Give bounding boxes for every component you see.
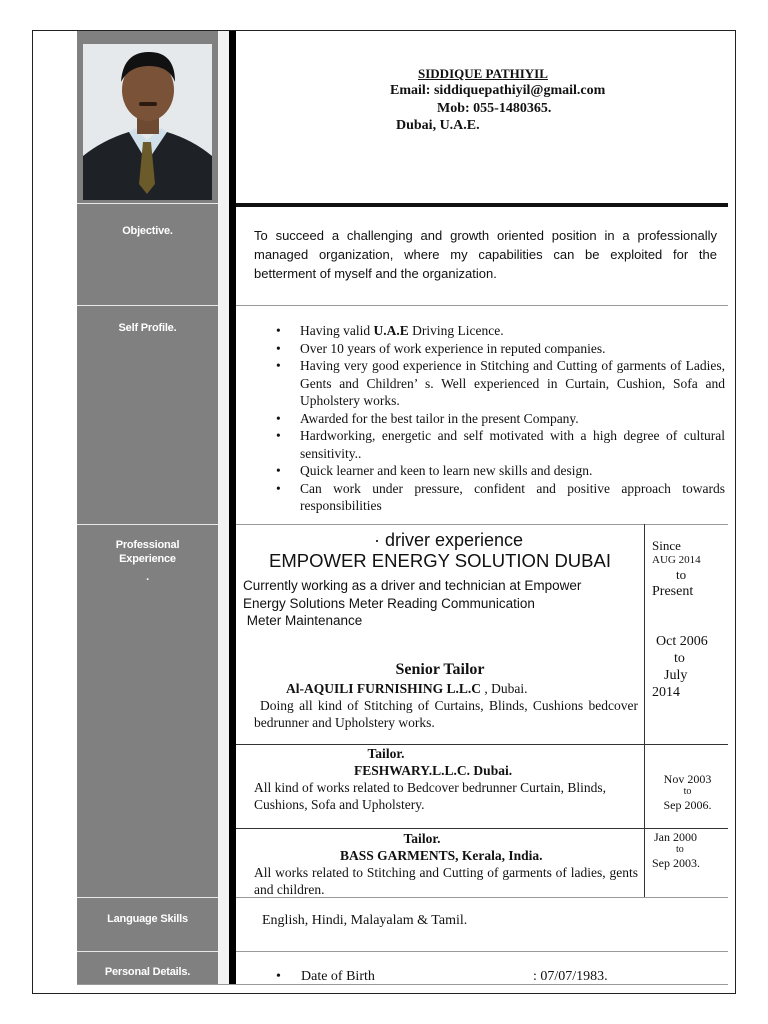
experience-dates: [645, 772, 730, 812]
section-dot: .: [146, 571, 149, 583]
sidebar-separator: [77, 897, 218, 898]
section-label-objective: Objective.: [122, 225, 173, 237]
date-column-divider: [644, 524, 645, 897]
date-line: AUG 2014: [652, 554, 701, 566]
date-line: Nov 2003: [663, 772, 712, 786]
section-label-self-profile: Self Profile.: [118, 322, 177, 334]
experience-dates: [652, 538, 737, 600]
date-line: July: [664, 668, 688, 683]
experience-title: Tailor.: [403, 831, 441, 846]
list-item: • Over 10 years of work experience in reputed companies.: [300, 340, 725, 358]
date-line: Since: [652, 538, 681, 553]
description-line: Energy Solutions Meter Reading Communication: [243, 595, 535, 611]
vertical-divider-bar: [229, 31, 236, 985]
section-label-professional-experience: [77, 538, 218, 584]
date-line: Sep 2006.: [663, 798, 712, 812]
date-line: to: [676, 567, 687, 582]
contact-email: Email: siddiquepathiyil@gmail.com: [390, 83, 606, 98]
experience-title: · driver experience: [374, 530, 524, 550]
experience-company: BASS GARMENTS, Kerala, India.: [340, 848, 543, 863]
sidebar-separator: [77, 305, 218, 306]
list-item: • Hardworking, energetic and self motivated with a high degree of cultural sensitivity..: [300, 427, 725, 462]
dob-bullet: •: [276, 969, 281, 984]
experience-company: EMPOWER ENERGY SOLUTION DUBAI: [269, 550, 611, 571]
date-line: to: [676, 844, 684, 855]
section-label-language-skills: Language Skills: [107, 913, 188, 925]
contact-mobile: Mob: 055-1480365.: [437, 101, 552, 116]
list-item: • Can work under pressure, confident and positive approach towards responsibilities: [300, 480, 725, 515]
experience-dates: [652, 633, 737, 701]
date-line: Present: [652, 584, 694, 599]
header-rule: [236, 203, 728, 207]
dob-label: Date of Birth: [301, 969, 375, 984]
experience-description: All kind of works related to Bedcover bedrunner Curtain, Blinds, Cushions, Sofa and Upholstery.: [254, 780, 607, 812]
objective-text: To succeed a challenging and growth oriented position in a professionally managed organization, where my capabilities can be exploited for the betterment of myself and the organization.: [254, 228, 717, 281]
sidebar-separator: [77, 524, 218, 525]
experience-company-line: [286, 680, 528, 697]
experience-company-suffix: , Dubai.: [481, 681, 528, 696]
experience-description: All works related to Stitching and Cutting of garments of ladies, gents and children.: [254, 865, 638, 897]
experience-dates: [652, 830, 737, 870]
section-rule: [236, 951, 728, 952]
date-line: Sep 2003.: [652, 856, 700, 870]
bottom-rule: [77, 984, 728, 985]
profile-item-text: Driving Licence.: [408, 323, 504, 338]
date-line: to: [674, 651, 685, 666]
profile-photo: [83, 44, 212, 200]
experience-description: Doing all kind of Stitching of Curtains, Blinds, Cushions bedcover bedrunner and Upholstery works.: [254, 698, 638, 730]
sidebar-separator: [77, 951, 218, 952]
description-line: Meter Maintenance: [243, 613, 363, 628]
professional-experience-text: Professional Experience: [115, 539, 180, 565]
experience-title: Tailor.: [367, 746, 405, 761]
self-profile-list: [262, 322, 725, 515]
dob-value: : 07/07/1983.: [533, 969, 608, 984]
date-line: 2014: [652, 685, 680, 700]
sidebar-separator: [77, 203, 218, 204]
experience-description: [243, 577, 581, 630]
experience-company: FESHWARY.L.L.C. Dubai.: [354, 763, 513, 778]
section-rule: [236, 524, 728, 525]
list-item: [300, 322, 725, 340]
candidate-name: SIDDIQUE PATHIYIL: [418, 66, 548, 81]
description-line: Currently working as a driver and technician at Empower: [243, 578, 582, 593]
profile-item-bold: U.A.E: [373, 323, 409, 338]
profile-item-text: Having valid: [300, 323, 374, 338]
date-line: Jan 2000: [654, 830, 697, 844]
date-line: Oct 2006: [656, 634, 708, 649]
experience-title: Senior Tailor: [395, 661, 485, 678]
date-line: to: [683, 786, 692, 797]
experience-company: Al-AQUILI FURNISHING L.L.C: [286, 681, 482, 696]
list-item: • Quick learner and keen to learn new skills and design.: [300, 462, 725, 480]
section-rule: [236, 305, 728, 306]
section-label-personal-details: Personal Details.: [104, 966, 191, 978]
contact-location: Dubai, U.A.E.: [396, 118, 480, 133]
sidebar-gutter: [218, 31, 229, 985]
list-item: • Awarded for the best tailor in the present Company.: [300, 410, 725, 428]
languages-text: English, Hindi, Malayalam & Tamil.: [262, 913, 468, 928]
list-item: • Having very good experience in Stitching and Cutting of garments of Ladies, Gents and Children’ s. Well experienced in Curtain, Cushion, Sofa and Upholstery works.: [300, 357, 725, 410]
experience-row-rule: [236, 828, 728, 829]
